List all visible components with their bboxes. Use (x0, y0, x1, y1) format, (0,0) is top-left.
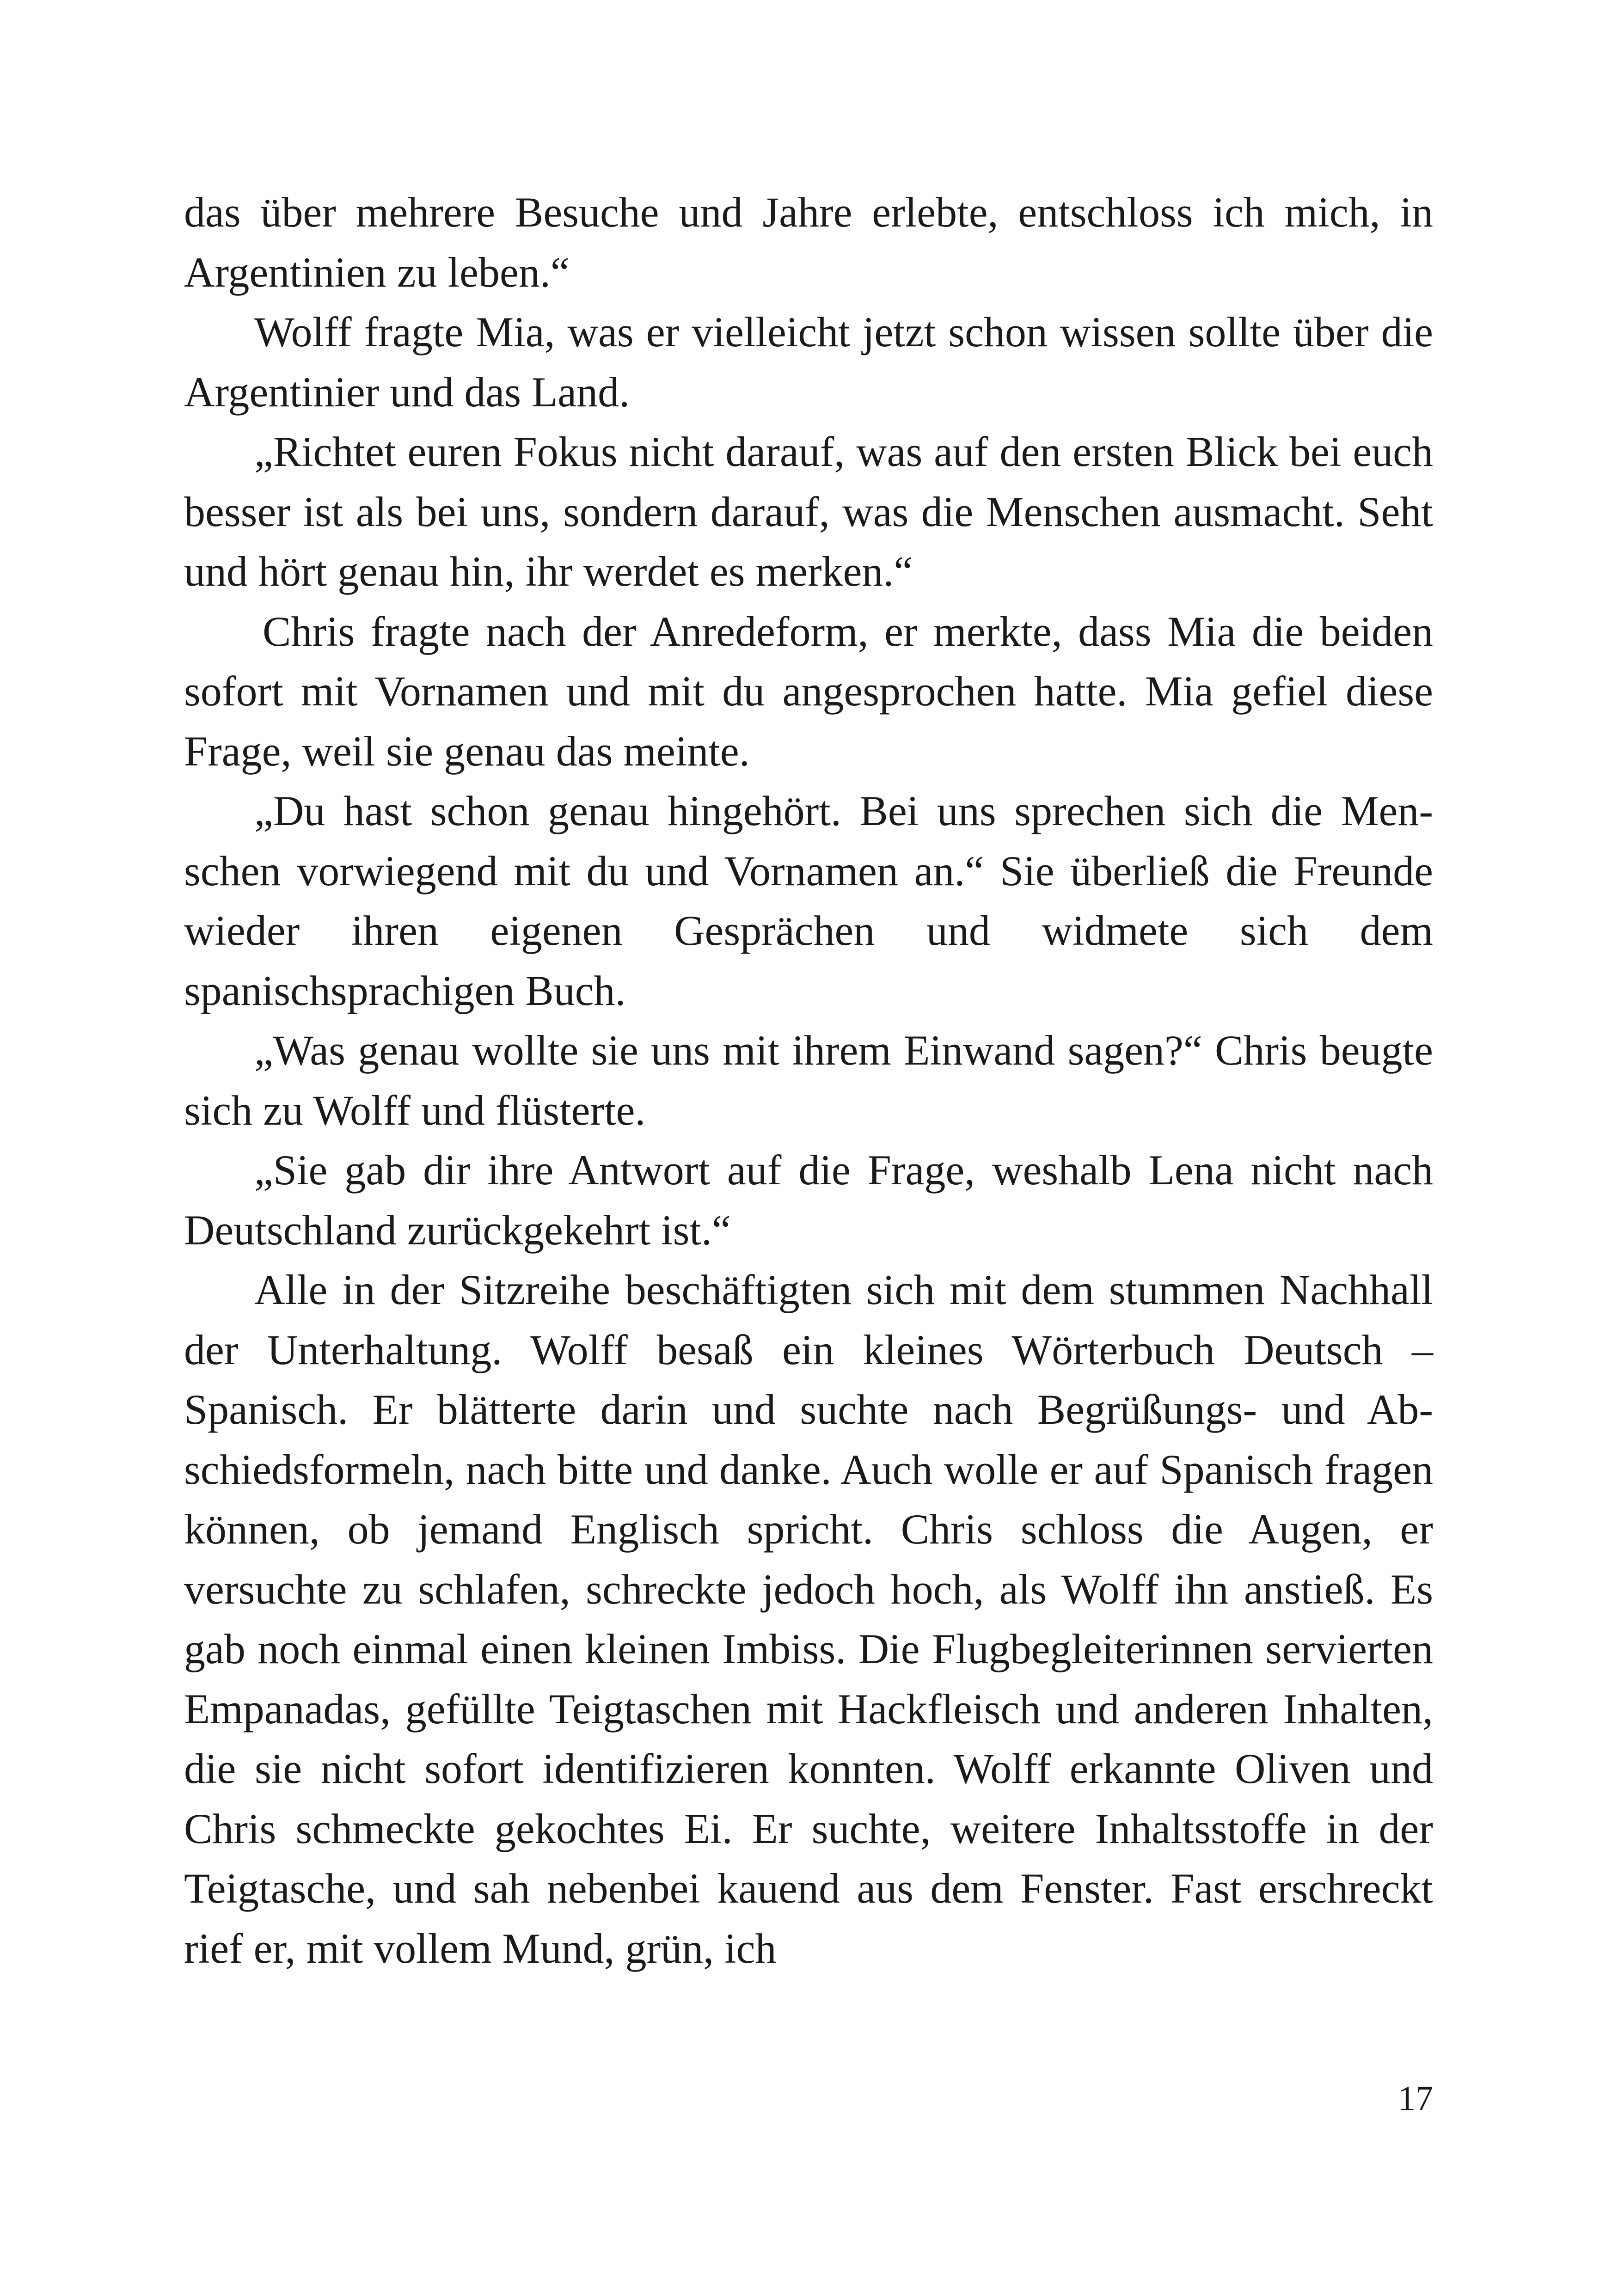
page-number: 17 (1398, 2079, 1433, 2118)
paragraph-2: Wolff fragte Mia, was er vielleicht jetzt schon wissen sollte über die Argentinier und das Land. (184, 308, 1433, 416)
paragraph-6: „Was genau wollte sie uns mit ihrem Einwand sagen?“ Chris beugte sich zu Wolff und flüsterte. (184, 1027, 1433, 1134)
paragraph-7: „Sie gab dir ihre Antwort auf die Frage, weshalb Lena nicht nach Deutschland zurückgekehrt ist.“ (184, 1146, 1433, 1254)
body-text (184, 183, 1433, 1978)
paragraph-4: Chris fragte nach der Anredeform, er merkte, dass Mia die beiden sofort mit Vornamen und mit du angesprochen hatte. Mia gefiel diese Frage, weil sie genau das meinte. (184, 607, 1433, 775)
paragraph-1: das über mehrere Besuche und Jahre erlebte, entschloss ich mich, in Argentinien zu leben.“ (184, 189, 1433, 296)
paragraph-5: „Du hast schon genau hingehört. Bei uns sprechen sich die Menschen vorwiegend mit du und Vornamen an.“ Sie überließ die Freunde wieder ihren eigenen Gesprächen und widmete sich dem spanischsprachigen Buch. (184, 787, 1433, 1014)
paragraph-8: Alle in der Sitzreihe beschäftigten sich mit dem stummen Nachhall der Unterhaltung. Wolff besaß ein kleines Wörterbuch Deutsch – Spanisch. Er blätterte darin und suchte nach Begrüßungs- und Abschiedsformeln, nach bitte und danke. Auch wolle er auf Spanisch fragen können, ob jemand Englisch spricht. Chris schloss die Augen, er versuchte zu schlafen, schreckte jedoch hoch, als Wolff ihn anstieß. Es gab noch einmal einen kleinen Imbiss. Die Flugbegleiterinnen servierten Empanadas, gefüllte Teigtaschen mit Hackfleisch und anderen Inhalten, die sie nicht sofort identifizieren konnten. Wolff erkannte Oliven und Chris schmeckte gekochtes Ei. Er suchte, weitere Inhaltsstoffe in der Teigtasche, und sah nebenbei kauend aus dem Fenster. Fast erschreckt rief er, mit vollem Mund, grün, ich (184, 1266, 1433, 1972)
paragraph-3: „Richtet euren Fokus nicht darauf, was auf den ersten Blick bei euch besser ist als bei uns, sondern darauf, was die Menschen ausmacht. Seht und hört genau hin, ihr werdet es merken.“ (184, 428, 1433, 595)
